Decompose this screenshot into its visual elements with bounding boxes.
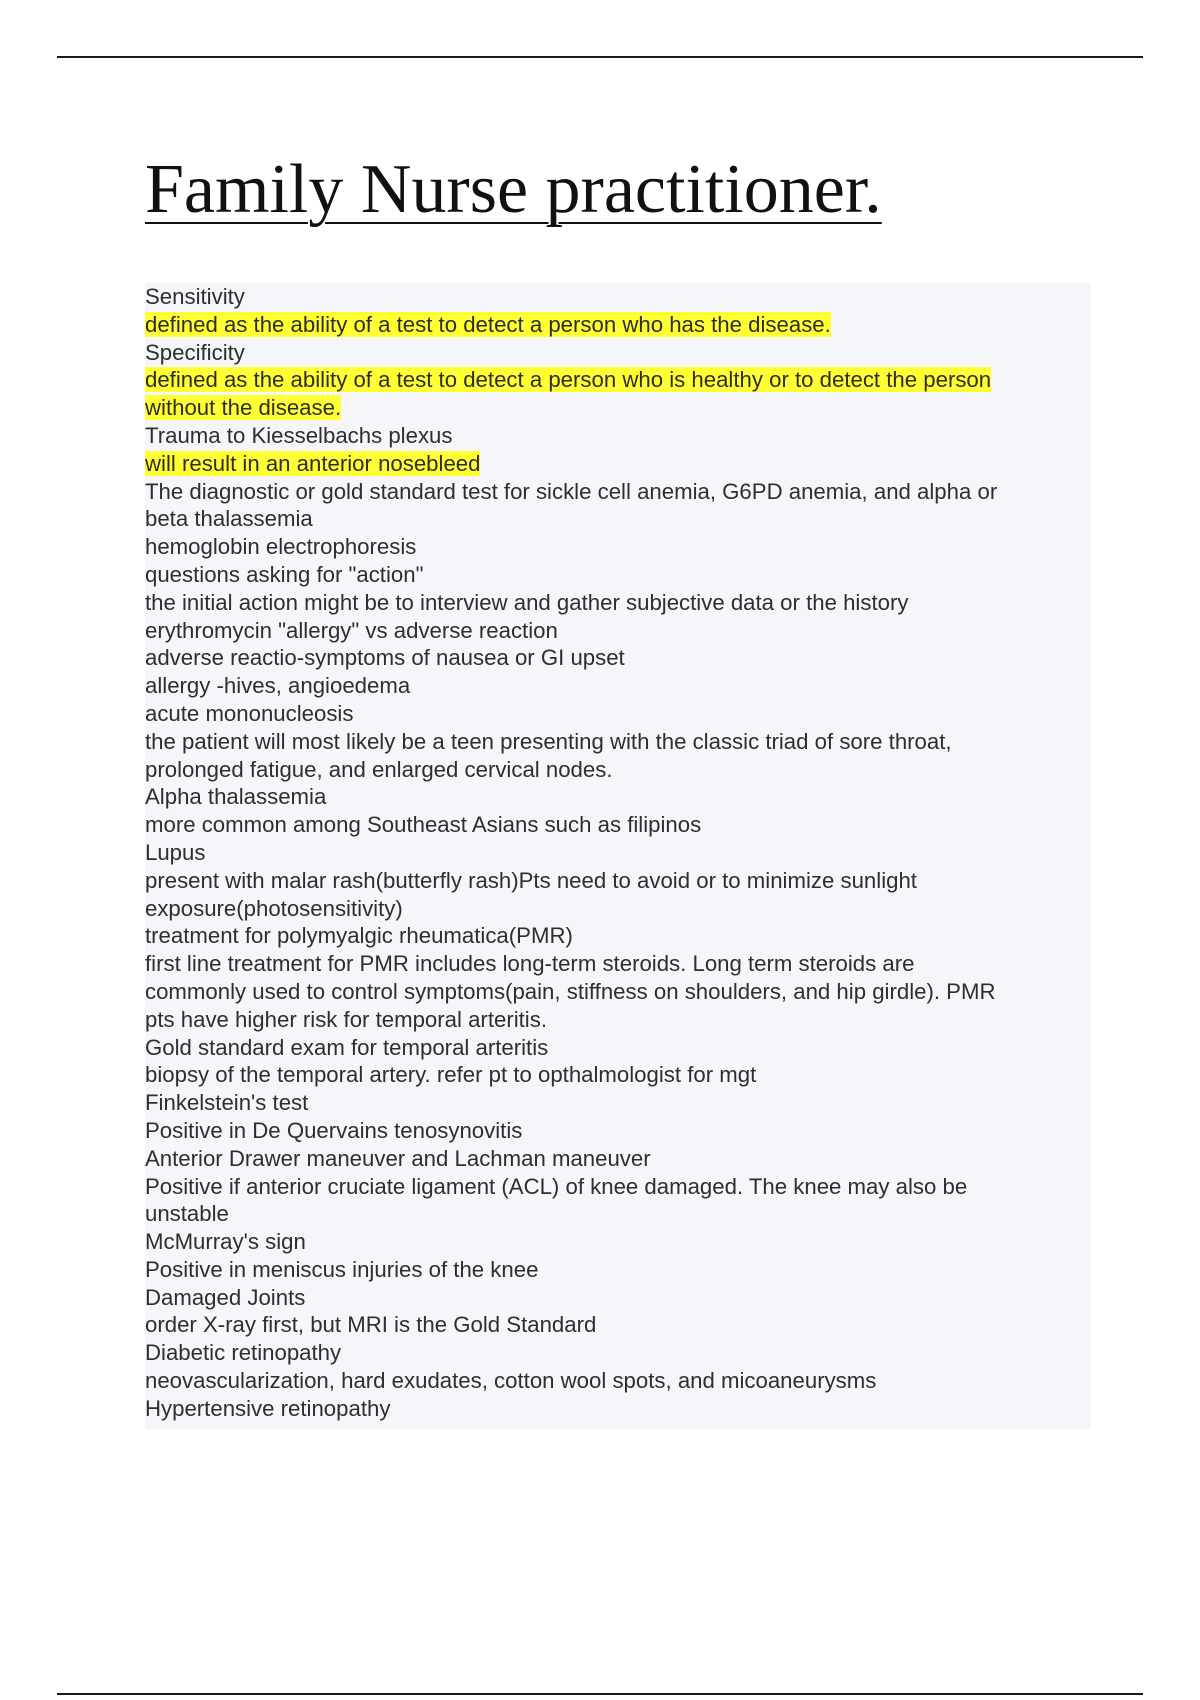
note-line [145, 978, 1091, 1006]
line-text: unstable [145, 1201, 229, 1227]
line-text: neovascularization, hard exudates, cotton wool spots, and micoaneurysms [145, 1368, 877, 1394]
note-line [145, 1228, 1091, 1256]
note-line [145, 617, 1091, 645]
line-text: Trauma to Kiesselbachs plexus [145, 422, 453, 448]
note-line [145, 561, 1091, 589]
line-text: Alpha thalassemia [145, 784, 327, 810]
line-text: allergy -hives, angioedema [145, 673, 411, 699]
line-text: Specificity [145, 339, 245, 365]
note-line [145, 644, 1091, 672]
note-line [145, 756, 1091, 784]
line-text: The diagnostic or gold standard test for sickle cell anemia, G6PD anemia, and alpha or [145, 478, 998, 504]
highlight-mark: defined as the ability of a test to detect a person who has the disease. [145, 311, 831, 337]
highlight-mark: will result in an anterior nosebleed [145, 450, 481, 476]
note-line [145, 1117, 1091, 1145]
note-line [145, 1145, 1091, 1173]
note-line [145, 839, 1091, 867]
line-text: present with malar rash(butterfly rash)Pts need to avoid or to minimize sunlight [145, 867, 917, 893]
note-line [145, 728, 1091, 756]
line-text: more common among Southeast Asians such as filipinos [145, 812, 702, 838]
note-line [145, 1173, 1091, 1201]
note-line [145, 950, 1091, 978]
line-text: order X-ray first, but MRI is the Gold Standard [145, 1312, 597, 1338]
note-line [145, 1395, 1091, 1423]
note-line [145, 1089, 1091, 1117]
highlight-mark: defined as the ability of a test to detect a person who is healthy or to detect the person [145, 367, 992, 393]
line-text: questions asking for "action" [145, 561, 424, 587]
notes-body [145, 283, 1091, 1429]
note-line [145, 422, 1091, 450]
note-line [145, 1006, 1091, 1034]
line-text: Finkelstein's test [145, 1090, 309, 1116]
note-line [145, 478, 1091, 506]
page-title: Family Nurse practitioner. [145, 151, 882, 228]
line-text: acute mononucleosis [145, 700, 354, 726]
note-line [145, 533, 1091, 561]
line-text: Positive if anterior cruciate ligament (ACL) of knee damaged. The knee may also be [145, 1173, 968, 1199]
highlight-mark: without the disease. [145, 395, 342, 421]
highlighted-note-line [145, 394, 1091, 422]
note-line [145, 1284, 1091, 1312]
bottom-rule [57, 1693, 1143, 1695]
note-line [145, 1034, 1091, 1062]
line-text: biopsy of the temporal artery. refer pt to opthalmologist for mgt [145, 1062, 757, 1088]
note-line [145, 1256, 1091, 1284]
highlighted-note-line [145, 450, 1091, 478]
line-text: Lupus [145, 839, 206, 865]
top-rule [57, 56, 1143, 58]
line-text: Diabetic retinopathy [145, 1340, 342, 1366]
line-text: Positive in De Quervains tenosynovitis [145, 1117, 523, 1143]
note-line [145, 811, 1091, 839]
highlighted-note-line [145, 311, 1091, 339]
note-line [145, 1200, 1091, 1228]
line-text: treatment for polymyalgic rheumatica(PMR) [145, 923, 573, 949]
note-line [145, 339, 1091, 367]
note-line [145, 922, 1091, 950]
note-line [145, 1061, 1091, 1089]
note-line [145, 672, 1091, 700]
note-line [145, 1339, 1091, 1367]
line-text: Hypertensive retinopathy [145, 1395, 391, 1421]
line-text: Positive in meniscus injuries of the knee [145, 1256, 539, 1282]
line-text: first line treatment for PMR includes long-term steroids. Long term steroids are [145, 951, 915, 977]
line-text: beta thalassemia [145, 506, 313, 532]
note-line [145, 783, 1091, 811]
note-line [145, 1311, 1091, 1339]
note-line [145, 867, 1091, 895]
note-line [145, 283, 1091, 311]
note-line [145, 589, 1091, 617]
line-text: commonly used to control symptoms(pain, stiffness on shoulders, and hip girdle). PMR [145, 978, 996, 1004]
line-text: Sensitivity [145, 284, 245, 309]
note-line [145, 895, 1091, 923]
line-text: pts have higher risk for temporal arteritis. [145, 1006, 547, 1032]
line-text: McMurray's sign [145, 1229, 306, 1255]
note-line [145, 505, 1091, 533]
line-text: the initial action might be to interview and gather subjective data or the history [145, 589, 909, 615]
line-text: hemoglobin electrophoresis [145, 534, 417, 560]
line-text: adverse reactio-symptoms of nausea or GI upset [145, 645, 625, 671]
line-text: Anterior Drawer maneuver and Lachman maneuver [145, 1145, 651, 1171]
line-text: exposure(photosensitivity) [145, 895, 403, 921]
note-line [145, 1367, 1091, 1395]
line-text: erythromycin "allergy" vs adverse reaction [145, 617, 558, 643]
line-text: Gold standard exam for temporal arteritis [145, 1034, 549, 1060]
note-line [145, 700, 1091, 728]
line-text: Damaged Joints [145, 1284, 306, 1310]
line-text: the patient will most likely be a teen presenting with the classic triad of sore throat, [145, 728, 952, 754]
line-text: prolonged fatigue, and enlarged cervical nodes. [145, 756, 613, 782]
highlighted-note-line [145, 366, 1091, 394]
